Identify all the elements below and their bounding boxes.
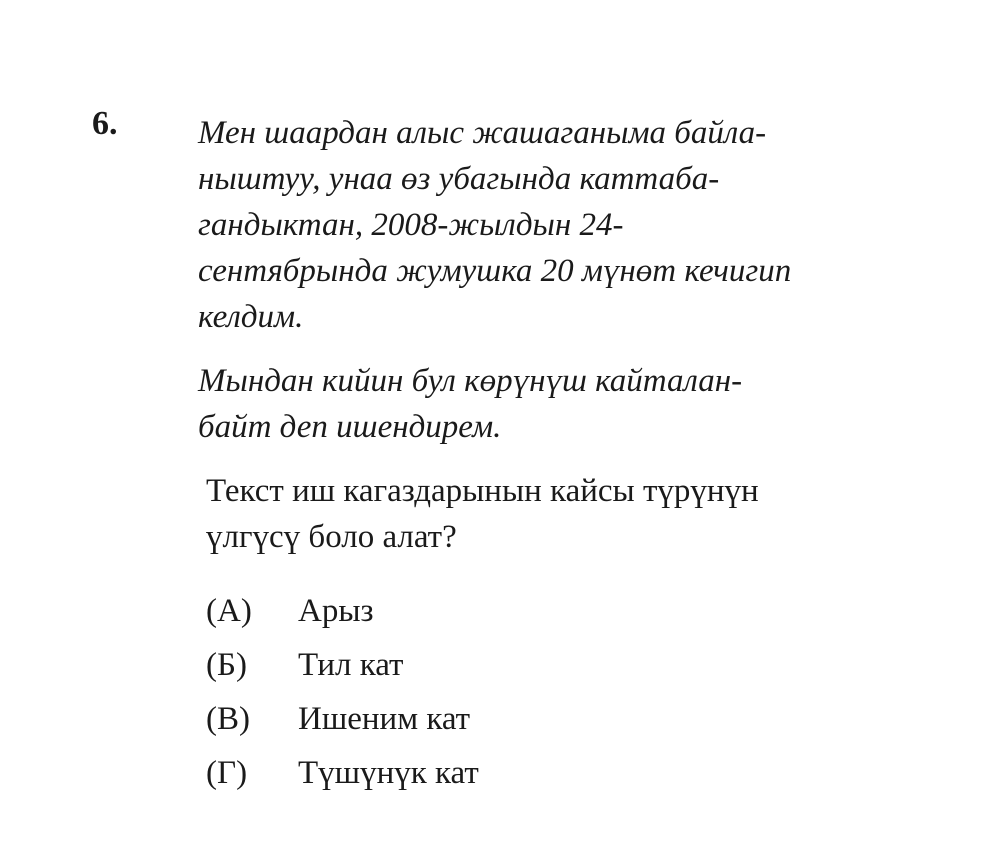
question-number: 6. [92, 105, 118, 142]
option-letter: (Г) [206, 755, 248, 791]
passage-line: Мен шаардан алыс жашаганыма байла- [198, 115, 767, 151]
answer-option-a[interactable] [206, 584, 479, 638]
option-letter: (А) [206, 593, 252, 629]
answer-option-g[interactable] [206, 746, 479, 800]
option-text: Тил кат [298, 647, 404, 683]
question-passage [198, 110, 918, 450]
answer-option-v[interactable] [206, 692, 479, 746]
option-text: Арыз [298, 593, 374, 629]
passage-line: сентябрында жумушка 20 мүнөт кечигип [198, 253, 792, 289]
passage-paragraph-2 [198, 358, 918, 450]
prompt-line: үлгүсү боло алат? [206, 519, 457, 555]
option-text: Ишеним кат [298, 701, 471, 737]
option-letter: (Б) [206, 647, 247, 683]
passage-line: келдим. [198, 299, 304, 335]
passage-line: ныштуу, унаа өз убагында каттаба- [198, 161, 720, 197]
answer-option-b[interactable] [206, 638, 479, 692]
answer-options [206, 584, 479, 800]
passage-line: Мындан кийин бул көрүнүш кайталан- [198, 363, 743, 399]
passage-paragraph-1 [198, 110, 918, 340]
passage-line: гандыктан, 2008-жылдын 24- [198, 207, 624, 243]
option-text: Түшүнүк кат [298, 755, 479, 791]
question-prompt [206, 468, 926, 560]
option-letter: (В) [206, 701, 250, 737]
prompt-line: Текст иш кагаздарынын кайсы түрүнүн [206, 473, 759, 509]
passage-line: байт деп ишендирем. [198, 409, 502, 445]
